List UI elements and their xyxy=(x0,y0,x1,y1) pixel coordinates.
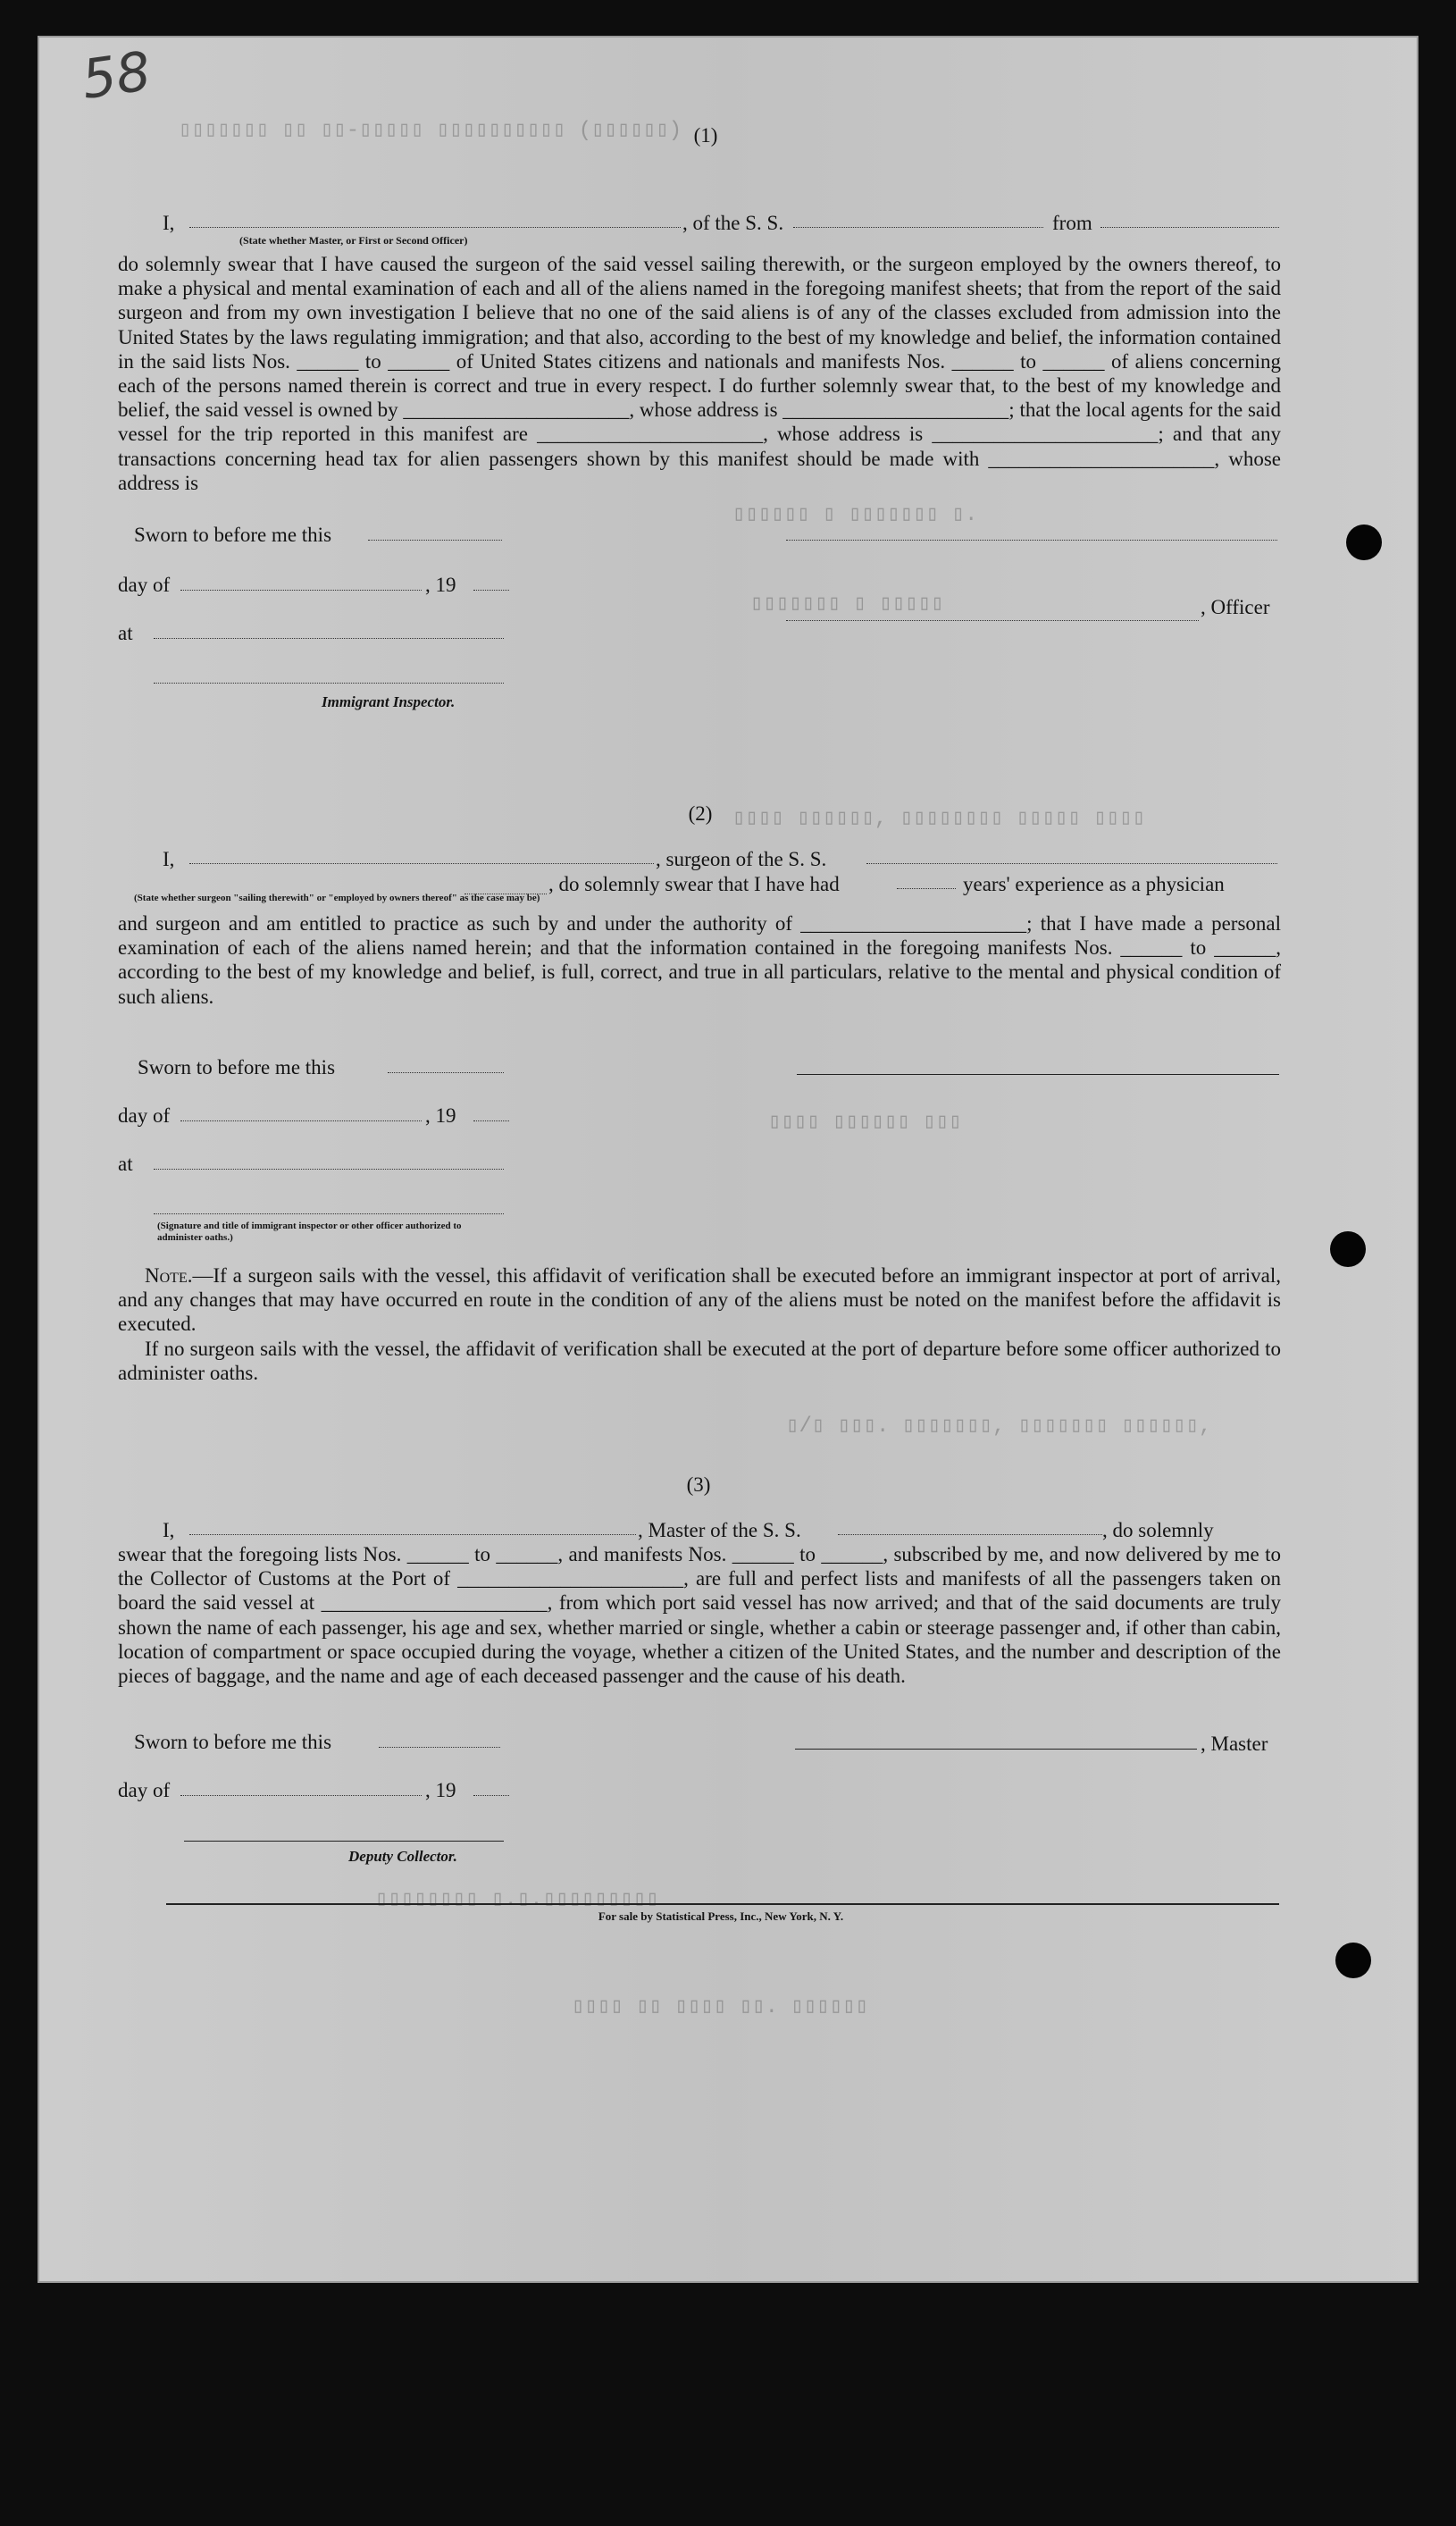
day-of-line xyxy=(180,590,422,591)
handwritten-page-number: 58 xyxy=(78,40,155,112)
section-2-number: (2) xyxy=(688,802,713,825)
section-1-year-label: , 19 xyxy=(425,574,456,596)
years-experience-line xyxy=(897,888,956,889)
master-signature-line xyxy=(795,1749,1197,1750)
section-3-sworn-label: Sworn to before me this xyxy=(134,1731,332,1753)
year-line-2 xyxy=(473,1120,509,1121)
show-through-text: ▯▯▯▯ ▯▯▯▯▯▯, ▯▯▯▯▯▯▯▯ ▯▯▯▯▯ ▯▯▯▯ xyxy=(732,807,1146,831)
section-1-body: do solemnly swear that I have caused the surgeon of the said vessel sailing therewith, or the surgeon employed by the owners thereof, to make a physical and mental examination of each and all of the aliens named in the foregoing manifest sheets; that from the report of the said surgeon and from my own investigation I believe that no one of the said aliens is of any of the classes excluded from admission into the United States by the laws regulating immigration; and that also, according to the best of my knowledge and belief, the information contained in the said lists Nos. ______ to ______ of United States citizens and nationals and manifests Nos. ______ to ______ of aliens concerning each of the persons named therein is correct and true in every respect. I do further solemnly swear that, to the best of my knowledge and belief, the said vessel is owned by ______________________, whose address is ______________________; that the local agents for the said vessel for the trip reported in this manifest are ______________________, whose address is ______________________; and that any transactions concerning head tax for alien passengers shown by this manifest should be made with ______________________, whose address is xyxy=(118,253,1281,494)
at-line xyxy=(154,638,504,639)
section-1-at-label: at xyxy=(118,622,133,644)
section-1-vessel-label: , of the S. S. xyxy=(682,212,784,234)
master-vessel-line xyxy=(838,1534,1102,1535)
surgeon-signature-line xyxy=(797,1074,1279,1075)
section-3-body: swear that the foregoing lists Nos. ______ to ______, and manifests Nos. ______ to ______, subscribed by me, and now delivered by me to the Collector of Customs at the Port of ______________________, are full and perfect lists and manifests of all the passengers taken on board the said vessel at ______________________, from which port said vessel has now arrived; and that of the said documents are truly shown the name of each passenger, his age and sex, whether married or single, whether a cabin or steerage passenger and, if other than cabin, location of compartment or space occupied during the voyage, whether a citizen of the United States, and the number and description of the pieces of baggage, and the name and age of each deceased passenger and the cause of his death. xyxy=(118,1543,1281,1688)
section-2-year-label: , 19 xyxy=(425,1104,456,1127)
section-1-number: (1) xyxy=(693,124,718,147)
section-3-year-label: , 19 xyxy=(425,1779,456,1801)
section-3-solemnly-label: , do solemnly xyxy=(1102,1519,1214,1541)
section-1-day-of-label: day of xyxy=(118,574,171,596)
day-of-line-2 xyxy=(180,1120,422,1121)
day-of-line-3 xyxy=(180,1795,422,1796)
officer-signature-line-2 xyxy=(786,620,1199,621)
section-1-oath-text xyxy=(118,211,1281,495)
binder-hole xyxy=(1330,1231,1366,1267)
section-3-oath-text xyxy=(118,1542,1281,1688)
year-line xyxy=(473,590,509,591)
section-2-signer-caption: (Signature and title of immigrant inspector or other officer authorized to administer oaths.) xyxy=(157,1221,462,1243)
section-3-master-label: , Master xyxy=(1201,1733,1268,1755)
show-through-text: ▯▯▯▯▯▯▯ ▯▯ ▯▯-▯▯▯▯▯ ▯▯▯▯▯▯▯▯▯▯ (▯▯▯▯▯▯) xyxy=(179,119,682,143)
at-line-3 xyxy=(154,1169,504,1170)
sworn-date-line-3 xyxy=(379,1747,500,1748)
section-2-i: I, xyxy=(163,848,175,870)
show-through-text: ▯▯▯▯ ▯▯ ▯▯▯▯ ▯▯. ▯▯▯▯▯▯ xyxy=(572,1995,869,2019)
binder-hole xyxy=(1335,1943,1371,1978)
section-2-sworn-label: Sworn to before me this xyxy=(138,1056,336,1078)
note-block xyxy=(118,1263,1281,1385)
deputy-collector-line xyxy=(184,1841,504,1842)
show-through-text: ▯/▯ ▯▯▯. ▯▯▯▯▯▯▯, ▯▯▯▯▯▯▯ ▯▯▯▯▯▯, xyxy=(786,1414,1212,1439)
note-body-1: —If a surgeon sails with the vessel, this affidavit of verification shall be executed before an immigrant inspector at port of arrival, and any changes that may have occurred en route in the condition of any of the aliens must be noted on the manifest before the affidavit is executed. xyxy=(118,1264,1281,1336)
section-2-vessel-label: , surgeon of the S. S. xyxy=(656,848,827,870)
immigrant-inspector-label: Immigrant Inspector. xyxy=(322,693,456,710)
master-name-line-2 xyxy=(189,1534,636,1535)
section-1-i: I, xyxy=(163,212,175,234)
officer-signature-line xyxy=(786,540,1277,541)
at-line-4 xyxy=(154,1213,504,1214)
note-text-1 xyxy=(118,1263,1281,1337)
section-2-caption: (State whether surgeon "sailing therewith" or "employed by owners thereof" as the case may be) xyxy=(134,893,540,903)
section-3-vessel-label: , Master of the S. S. xyxy=(638,1519,801,1541)
year-line-3 xyxy=(473,1795,509,1796)
binder-hole xyxy=(1346,525,1382,560)
section-2-day-of-label: day of xyxy=(118,1104,171,1127)
surgeon-name-line xyxy=(189,863,654,864)
section-3-number: (3) xyxy=(686,1473,711,1496)
printer-credit: For sale by Statistical Press, Inc., New York, N. Y. xyxy=(598,1909,844,1923)
section-3-day-of-label: day of xyxy=(118,1779,171,1801)
section-1-sworn-label: Sworn to before me this xyxy=(134,524,332,546)
footer-rule xyxy=(166,1903,1279,1905)
section-2-at-label: at xyxy=(118,1153,133,1175)
show-through-text: ▯▯▯▯ ▯▯▯▯▯▯ ▯▯▯ xyxy=(768,1111,962,1135)
note-text-2: If no surgeon sails with the vessel, the affidavit of verification shall be executed at the port of departure before some officer authorized to administer oaths. xyxy=(118,1337,1281,1384)
show-through-text: ▯▯▯▯▯▯▯ ▯ ▯▯▯▯▯ xyxy=(750,592,944,617)
section-1-from-label: from xyxy=(1052,212,1092,234)
section-1-officer-label: , Officer xyxy=(1201,596,1270,618)
section-2-oath-text xyxy=(118,911,1281,1009)
note-label: Note. xyxy=(145,1264,193,1287)
section-3-i: I, xyxy=(163,1519,175,1541)
section-2-years-label: years' experience as a physician xyxy=(963,873,1225,895)
section-2-body: and surgeon and am entitled to practice as such by and under the authority of ______________________; that I have made a personal examination of each of the aliens named herein; and that the information contained in the foregoing manifests Nos. ______ to ______, according to the best of my knowledge and belief, is full, correct, and true in all particulars, relative to the mental and physical condition of such aliens. xyxy=(118,912,1281,1008)
sworn-date-line xyxy=(368,540,502,541)
deputy-collector-label: Deputy Collector. xyxy=(348,1848,457,1865)
section-2-oath-start: , do solemnly swear that I have had xyxy=(548,873,840,895)
at-line-2 xyxy=(154,683,504,684)
sworn-date-line-2 xyxy=(388,1072,504,1073)
show-through-text: ▯▯▯▯▯▯▯▯ ▯.▯.▯▯▯▯▯▯▯▯▯ xyxy=(375,1888,659,1912)
section-1-caption: (State whether Master, or First or Second Officer) xyxy=(239,234,468,247)
show-through-text: ▯▯▯▯▯▯ ▯ ▯▯▯▯▯▯▯ ▯. xyxy=(732,503,978,527)
surgeon-vessel-line xyxy=(866,863,1277,864)
